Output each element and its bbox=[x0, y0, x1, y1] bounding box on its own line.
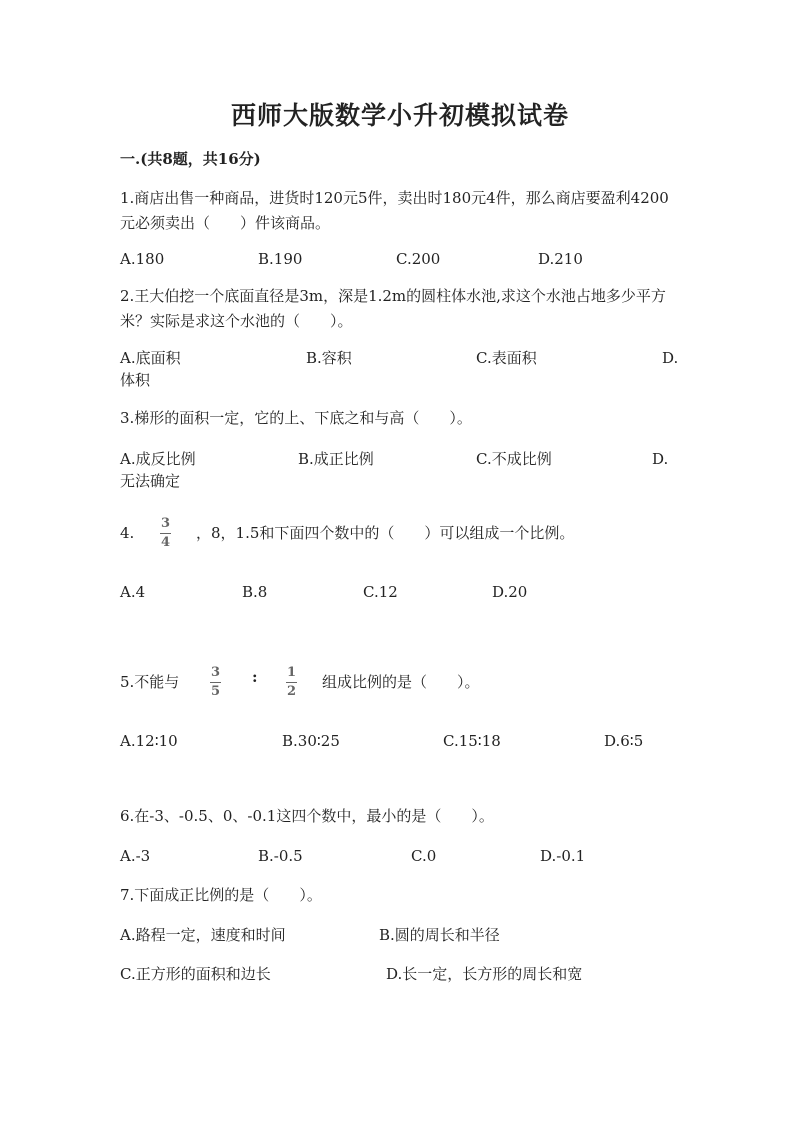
question-1-text: 1.商店出售一种商品，进货时120元5件，卖出时180元4件，那么商店要盈利4200元必须卖出（ ）件该商品。 bbox=[120, 189, 669, 232]
fraction-three-fifths bbox=[210, 665, 221, 700]
ratio-colon: : bbox=[252, 668, 258, 686]
fraction-denominator: 2 bbox=[286, 684, 297, 699]
question-4-text: ，8，1.5和下面四个数中的（ ）可以组成一个比例。 bbox=[196, 524, 575, 542]
q1-option-b[interactable]: B.190 bbox=[258, 250, 303, 268]
q4-option-c[interactable]: C.12 bbox=[363, 583, 398, 601]
q2-option-b[interactable]: B.容积 bbox=[306, 349, 352, 367]
q2-option-a[interactable]: A.底面积 bbox=[120, 349, 181, 367]
q5-option-a[interactable]: A.12∶10 bbox=[120, 732, 178, 750]
q4-option-a[interactable]: A.4 bbox=[120, 583, 146, 601]
q7-option-a[interactable]: A.路程一定，速度和时间 bbox=[120, 926, 286, 944]
fraction-one-half bbox=[286, 665, 297, 700]
fraction-numerator: 3 bbox=[160, 516, 171, 531]
q3-option-c[interactable]: C.不成比例 bbox=[476, 450, 552, 468]
q1-option-a[interactable]: A.180 bbox=[120, 250, 165, 268]
q5-option-b[interactable]: B.30∶25 bbox=[282, 732, 340, 750]
fraction-numerator: 1 bbox=[286, 665, 297, 680]
fraction-bar bbox=[210, 682, 221, 683]
fraction-numerator: 3 bbox=[210, 665, 221, 680]
q2-option-d-text[interactable]: 体积 bbox=[120, 371, 151, 389]
exam-title: 西师大版数学小升初模拟试卷 bbox=[230, 101, 569, 130]
q1-option-d[interactable]: D.210 bbox=[538, 250, 583, 268]
fraction-three-quarters bbox=[160, 516, 171, 551]
q5-option-c[interactable]: C.15∶18 bbox=[443, 732, 501, 750]
q3-option-d-text[interactable]: 无法确定 bbox=[120, 472, 181, 490]
question-3-text: 3.梯形的面积一定，它的上、下底之和与高（ ）。 bbox=[120, 409, 472, 427]
q3-option-d[interactable]: D. bbox=[652, 450, 669, 468]
q6-option-b[interactable]: B.-0.5 bbox=[258, 847, 303, 865]
q4-option-d[interactable]: D.20 bbox=[492, 583, 528, 601]
question-5-suffix: 组成比例的是（ ）。 bbox=[322, 673, 480, 691]
q6-option-d[interactable]: D.-0.1 bbox=[540, 847, 586, 865]
q7-option-c[interactable]: C.正方形的面积和边长 bbox=[120, 965, 271, 983]
q7-option-d[interactable]: D.长一定，长方形的周长和宽 bbox=[386, 965, 583, 983]
fraction-denominator: 5 bbox=[210, 684, 221, 699]
section-heading: 一.(共8题，共16分) bbox=[120, 150, 261, 168]
fraction-bar bbox=[286, 682, 297, 683]
question-7-text: 7.下面成正比例的是（ ）。 bbox=[120, 886, 322, 904]
question-2-text: 2.王大伯挖一个底面直径是3m，深是1.2m的圆柱体水池,求这个水池占地多少平方米？实际是求这个水池的（ ）。 bbox=[120, 287, 666, 330]
q6-option-c[interactable]: C.0 bbox=[411, 847, 437, 865]
question-6-text: 6.在-3、-0.5、0、-0.1这四个数中，最小的是（ ）。 bbox=[120, 807, 494, 825]
q7-option-b[interactable]: B.圆的周长和半径 bbox=[379, 926, 500, 944]
q3-option-b[interactable]: B.成正比例 bbox=[298, 450, 374, 468]
q2-option-d[interactable]: D. bbox=[662, 349, 679, 367]
question-4-number: 4. bbox=[120, 524, 135, 542]
q1-option-c[interactable]: C.200 bbox=[396, 250, 441, 268]
fraction-denominator: 4 bbox=[160, 535, 171, 550]
question-5-prefix: 5.不能与 bbox=[120, 673, 180, 691]
q3-option-a[interactable]: A.成反比例 bbox=[120, 450, 196, 468]
q4-option-b[interactable]: B.8 bbox=[242, 583, 268, 601]
q2-option-c[interactable]: C.表面积 bbox=[476, 349, 537, 367]
q6-option-a[interactable]: A.-3 bbox=[120, 847, 151, 865]
fraction-bar bbox=[160, 533, 171, 534]
q5-option-d[interactable]: D.6∶5 bbox=[604, 732, 644, 750]
